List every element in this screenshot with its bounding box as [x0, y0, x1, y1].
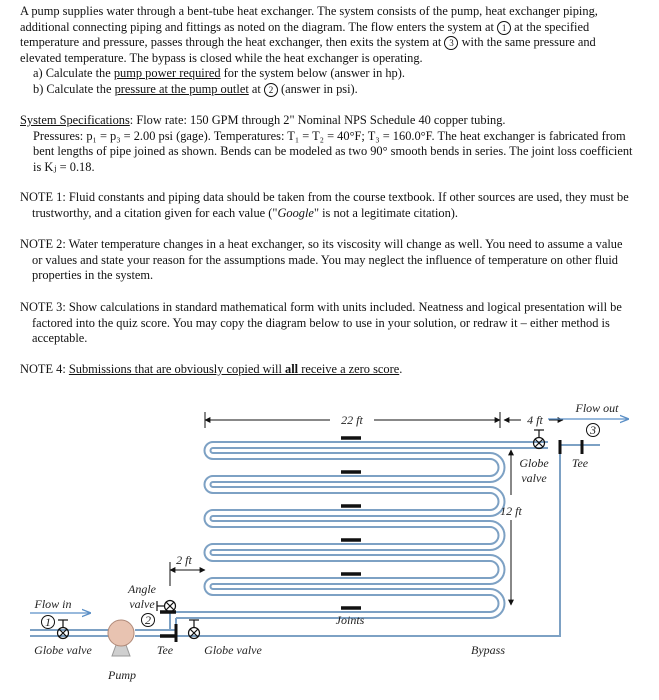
note-2: NOTE 2: Water temperature changes in a heat exchanger, so its viscosity will change as well. You need to assume a value or values and state your reason for the assumptions made. You may neglect the influence of temperature on other fluid properties in the system. [20, 237, 623, 283]
tee-outlet-label: Tee [571, 456, 589, 470]
globe-valve-outlet-label-2: valve [521, 471, 547, 485]
point-1-marker: 1 [497, 21, 511, 35]
state-point-3-label: 3 [590, 423, 596, 437]
part-a-underlined: pump power required [113, 66, 221, 81]
note-3: NOTE 3: Show calculations in standard mathematical form with units included. Neatness and logical presentation will be factored into the quiz score. You may copy the diagram below to use in your solution, or redraw it – either method is acceptable. [20, 300, 622, 346]
bypass-label: Bypass [471, 643, 505, 657]
heat-exchanger-diagram [0, 390, 659, 700]
state-point-1-label: 1 [45, 615, 51, 629]
intro-text-1: A pump supplies water through a bent-tube heat exchanger. The system consists of the pump, heat exchanger piping, additional connecting piping and fittings as noted on the diagram. The flow enters the system at [20, 4, 598, 34]
pump [108, 620, 134, 656]
flow-out-label: Flow out [575, 401, 619, 415]
dim-12ft-label: 12 ft [500, 504, 522, 518]
globe-valve-outlet [534, 430, 545, 449]
dim-2ft-label: 2 ft [176, 553, 192, 567]
tee-outlet-fitting [560, 440, 582, 454]
part-b-underlined: pressure at the pump outlet [114, 81, 249, 96]
heat-exchanger-tubes [170, 442, 548, 618]
point-3-marker: 3 [444, 36, 458, 50]
problem-statement [20, 4, 635, 98]
joints-label: Joints [335, 613, 365, 627]
tee-inlet-label: Tee [156, 643, 174, 657]
connecting-piping [30, 445, 600, 636]
note-1: NOTE 1: Fluid constants and piping data should be taken from the course textbook. If other sources are used, they must be trustworthy, and a citation given for each value ("Google" is not a legitimate citation). [20, 190, 629, 220]
angle-valve-label-1: Angle [128, 582, 156, 596]
part-a: a) Calculate the pump power required for the system below (answer in hp). [33, 66, 405, 81]
angle-valve [157, 601, 176, 612]
system-specifications: System Specifications: Flow rate: 150 GPM through 2" Nominal NPS Schedule 40 copper tubing. Pressures: p₁ = p₃ = 2.00 psi (gage). Temperatures: T₁ = T₂ = 40°F; T₃ = 160.0°F. The heat exchanger is fabricated from bent lengths of pipe joined as shown. Bends can be modeled as two 90° smooth bends in series. The joint loss coefficient is Kⱼ = 0.18. [20, 113, 635, 175]
dim-4ft-label: 4 ft [527, 413, 543, 427]
specs-heading: System Specifications [20, 113, 130, 127]
note-4: NOTE 4: Submissions that are obviously copied will all receive a zero score. [20, 362, 403, 376]
angle-valve-label-2: valve [129, 597, 155, 611]
globe-valve-bypass-label: Globe valve [204, 643, 262, 657]
point-2-marker: 2 [264, 83, 278, 97]
part-b: b) Calculate the pressure at the pump outlet at 2 (answer in psi). [33, 81, 358, 96]
specs-details: Pressures: p₁ = p₃ = 2.00 psi (gage). Temperatures: T₁ = T₂ = 40°F; T₃ = 160.0°F. The heat exchanger is fabricated from bent lengths of pipe joined as shown. Bends can be modeled as two 90° smooth bends in series. The joint loss coefficient is Kⱼ = 0.18. [33, 128, 633, 174]
joint-markers [160, 438, 361, 636]
flow-in-label: Flow in [34, 597, 72, 611]
globe-valve-inlet-label: Globe valve [34, 643, 92, 657]
pump-label: Pump [108, 668, 136, 682]
state-point-2-label: 2 [145, 613, 151, 627]
intro-text-3: with the same pressure and elevated temperature. The bypass is closed while the heat exchanger is operating. [20, 35, 596, 65]
intro-text-2: at the specified temperature and pressure, passes through the heat exchanger, then exits the system at [20, 19, 590, 50]
globe-valve-outlet-label-1: Globe [519, 456, 549, 470]
dim-22ft-label: 22 ft [341, 413, 363, 427]
